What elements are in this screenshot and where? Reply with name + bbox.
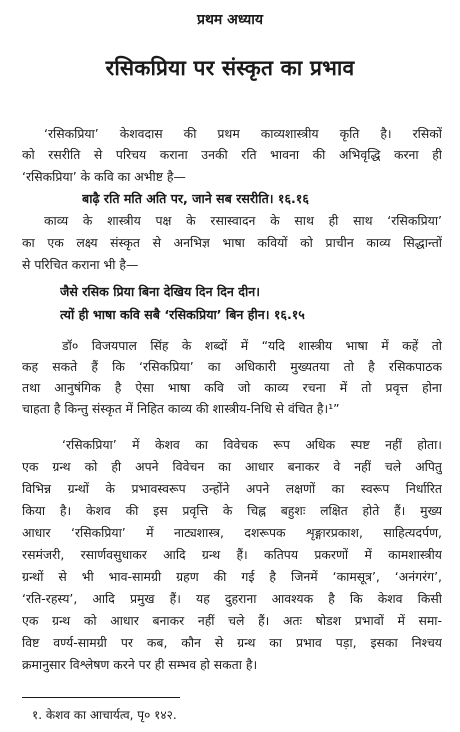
paragraph-4-line-7: ग्रन्थों से भी भाव-सामग्री ग्रहण की गई है जिनमें ‘कामसूत्र’, ‘अनंगरंग’,	[22, 569, 442, 584]
paragraph-4-line-1: ‘रसिकप्रिया’ में केशव का विवेचक रूप अधिक स्पष्ट नहीं होता।	[62, 437, 442, 452]
paragraph-4-line-8: ‘रति-रहस्य’, आदि प्रमुख हैं। यह दुहराना आवश्यक है कि केशव किसी	[22, 591, 442, 606]
paragraph-4-line-2: एक ग्रन्थ को ही अपने विवेचन का आधार बनाकर वे नहीं चले अपितु	[22, 459, 442, 474]
verse-quote-2-line-1: जैसे रसिक प्रिया बिना देखिय दिन दिन दीन।	[60, 284, 260, 299]
paragraph-3-line-2: कह सकते हैं कि ‘रसिकप्रिया’ का अधिकारी मुख्यतया तो है रसिकपाठक	[22, 359, 442, 374]
paragraph-2-line-1: काव्य के शास्त्रीय पक्ष के रसास्वादन के साथ ही साथ ‘रसिकप्रिया’	[44, 213, 442, 228]
paragraph-4-line-3: विभिन्न ग्रन्थों के प्रभावस्वरूप उन्होंने अपने लक्षणों का स्वरूप निर्धारित	[22, 481, 442, 496]
paragraph-4-line-10: विष्ट वर्ण्य-सामग्री पर कब, कौन से ग्रन्थ का प्रभाव पड़ा, इसका निश्चय	[22, 635, 442, 650]
paragraph-1-line-3: ‘रसिकप्रिया’ के कवि का अभीष्ट है—	[22, 169, 186, 184]
verse-quote-1: बाढ़ै रति मति अति पर, जाने सब रसरीति। १६.१६	[82, 191, 309, 206]
paragraph-3-line-4: चाहता है किन्तु संस्कृत में निहित काव्य की शास्त्रीय-निधि से वंचित है।¹”	[22, 401, 340, 416]
paragraph-4-line-4: किया है। केशव की इस प्रवृत्ति के चिह्न बहुशः लक्षित होते हैं। मुख्य	[22, 503, 442, 518]
paragraph-3-line-1: डॉ० विजयपाल सिंह के शब्दों में “यदि शास्त्रीय भाषा में कहें तो	[62, 338, 442, 353]
chapter-label: प्रथम अध्याय	[197, 12, 263, 28]
paragraph-4-line-9: एक ग्रन्थ को आधार बनाकर नहीं चले हैं। अतः षोडश प्रभावों में समा-	[22, 613, 442, 628]
paragraph-4-line-6: रसमंजरी, रसार्णवसुधाकर आदि ग्रन्थ हैं। कतिपय प्रकरणों में कामशास्त्रीय	[22, 547, 442, 562]
verse-quote-2-line-2: त्यों ही भाषा कवि सबै ‘रसिकप्रिया’ बिन हीन। १६.१५	[60, 307, 305, 322]
paragraph-2-line-2: का एक लक्ष्य संस्कृत से अनभिज्ञ भाषा कवियों को प्राचीन काव्य सिद्धान्तों	[22, 235, 442, 250]
paragraph-4-line-5: आधार ‘रसिकप्रिया’ में नाट्यशास्त्र, दशरूपक शृङ्गारप्रकाश, साहित्यदर्पण,	[22, 525, 442, 540]
paragraph-3-line-3: तथा आनुषंगिक है ऐसा भाषा कवि जो काव्य रचना में तो प्रवृत्त होना	[22, 380, 442, 395]
footnote-1: १. केशव का आचार्यत्व, पृ० १४२.	[32, 708, 177, 722]
paragraph-2-line-3: से परिचित कराना भी है—	[22, 257, 139, 272]
chapter-title: रसिकप्रिया पर संस्कृत का प्रभाव	[105, 56, 355, 80]
paragraph-1-line-2: को रसरीति से परिचय कराना उनकी रति भावना की अभिवृद्धि करना ही	[22, 147, 442, 162]
paragraph-4-line-11: क्रमानुसार विश्लेषण करने पर ही सम्भव हो सकता है।	[22, 657, 258, 672]
footnote-divider	[22, 697, 180, 698]
paragraph-1-line-1: ‘रसिकप्रिया’ केशवदास की प्रथम काव्यशास्त्रीय कृति है। रसिकों	[44, 126, 442, 141]
